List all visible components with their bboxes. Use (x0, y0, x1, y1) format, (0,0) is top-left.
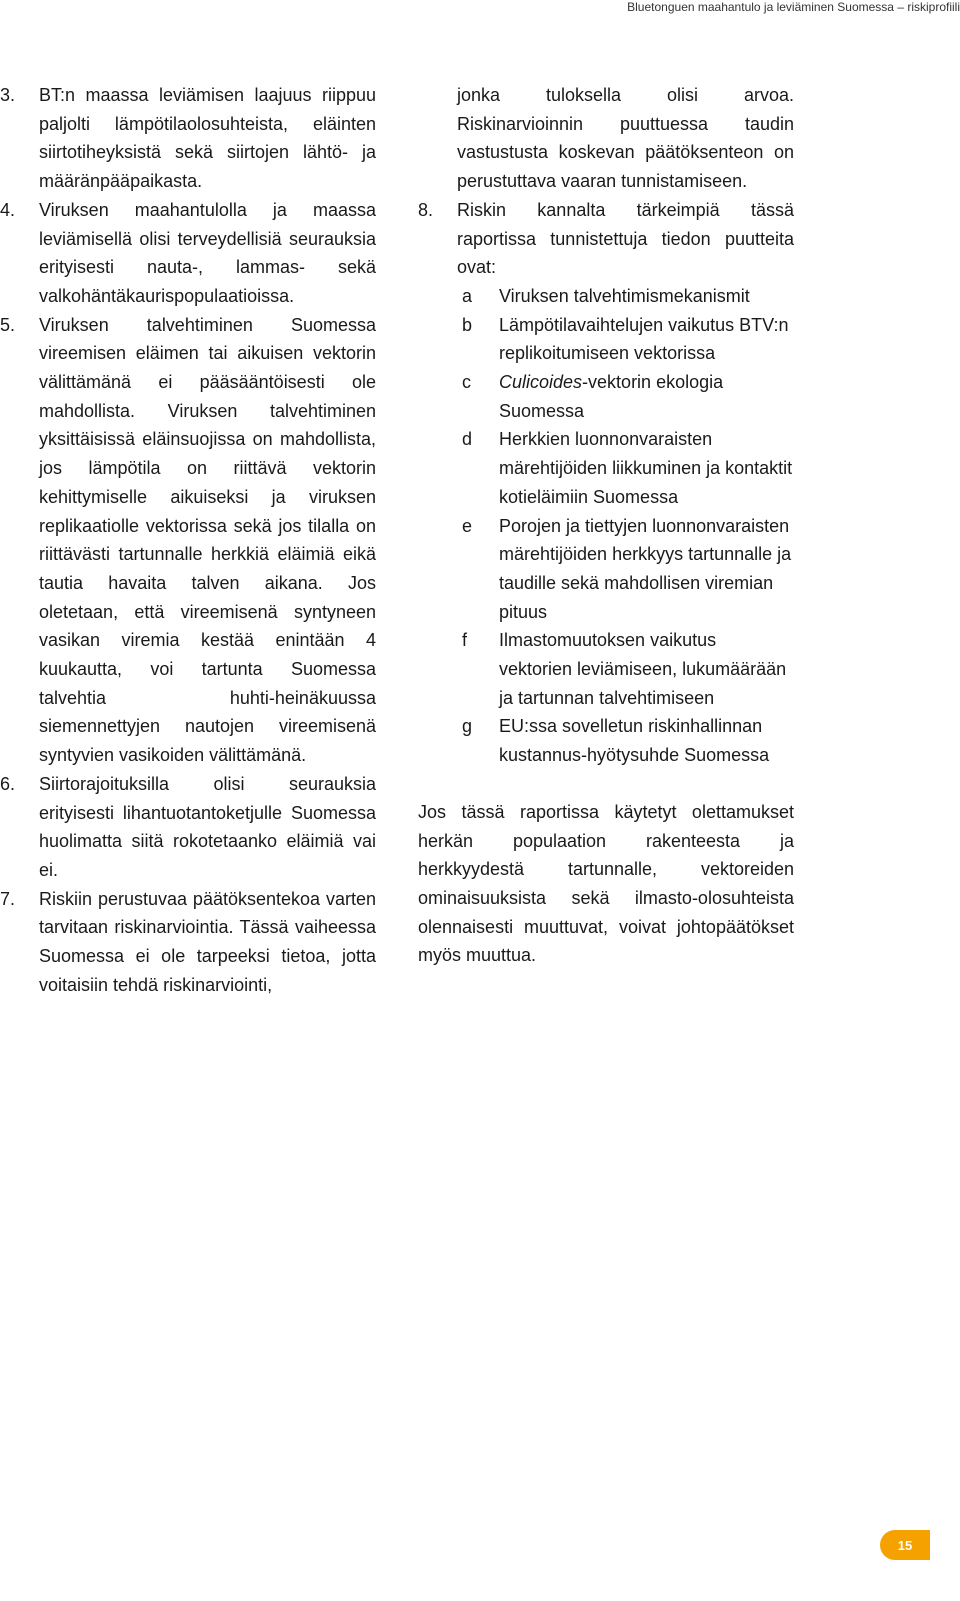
sub-list-item (418, 712, 794, 769)
item-number: 4. (0, 199, 16, 220)
sub-item-letter: b (462, 314, 473, 335)
sub-item-text: Porojen ja tiettyjen luonnonvaraisten märehtijöiden herkkyys tartunnalle ja taudille sekä mahdollisen viremian pituus (499, 515, 792, 622)
list-item (418, 196, 794, 282)
sub-list-item (418, 512, 794, 627)
left-column (0, 81, 376, 1000)
item-number: 5. (0, 314, 16, 335)
item-text: Viruksen talvehtiminen Suomessa vireemisen eläimen tai aikuisen vektorin välittämänä ei pääsääntöisesti ole mahdollista. Viruksen talvehtiminen yksittäisissä eläinsuojissa on mahdollista, jos lämpötila on riittävä vektorin kehittymiselle aikuiseksi ja viruksen replikaatiolle vektorissa sekä jos tilalla on riittävästi tartunnalle herkkiä eläimiä eikä tautia havaita talven aikana. Jos oletetaan, että vireemisenä syntyneen vasikan viremia kestää enintään 4 kuukautta, voi tartunta Suomessa talvehtia huhti-heinäkuussa siemennettyjen nautojen vireemisenä syntyvien vasikoiden välittämänä. (39, 314, 376, 766)
list-item-continuation (418, 81, 794, 196)
sub-item-letter: f (462, 630, 468, 651)
item-text: jonka tuloksella olisi arvoa. Riskinarvioinnin puuttuessa taudin vastustusta koskevan päätöksenteon on perustuttava vaaran tunnistamiseen. (457, 85, 794, 192)
sub-item-text: EU:ssa sovelletun riskinhallinnan kustannus-hyötysuhde Suomessa (499, 716, 770, 766)
sub-list-item (418, 368, 794, 425)
item-text: Riskiin perustuvaa päätöksentekoa varten tarvitaan riskinarviointia. Tässä vaiheessa Suomessa ei ole tarpeeksi tietoa, jotta voitaisiin tehdä riskinarviointi, (39, 888, 376, 995)
sub-list (418, 282, 794, 770)
sub-item-letter: e (462, 515, 473, 536)
sub-list-item (418, 311, 794, 368)
item-text: Viruksen maahantulolla ja maassa leviämisellä olisi terveydellisiä seurauksia erityisesti nauta-, lammas- sekä valkohäntäkaurispopulaatioissa. (39, 199, 376, 306)
sub-item-letter: a (462, 285, 473, 306)
sub-item-text: Herkkien luonnonvaraisten märehtijöiden liikkuminen ja kontaktit kotieläimiin Suomessa (499, 429, 793, 507)
item-text: Riskin kannalta tärkeimpiä tässä raportissa tunnistettuja tiedon puutteita ovat: (457, 199, 794, 278)
sub-item-text: Ilmastomuutoksen vaikutus vektorien leviämiseen, lukumäärään ja tartunnan talvehtimiseen (499, 630, 787, 708)
list-item (0, 311, 376, 770)
sub-list-item (418, 282, 794, 311)
sub-list-item (418, 425, 794, 511)
sub-item-text: Viruksen talvehtimismekanismit (499, 285, 750, 306)
running-header: Bluetonguen maahantulo ja leviäminen Suomessa – riskiprofiili (627, 0, 960, 14)
list-item (0, 770, 376, 885)
item-number: 7. (0, 888, 16, 909)
sub-item-letter: c (462, 372, 471, 393)
closing-paragraph: Jos tässä raportissa käytetyt olettamukset herkän populaation rakenteesta ja herkkyydestä tartunnalle, vektoreiden ominaisuuksista sekä ilmasto-olosuhteista olennaisesti muuttuvat, voivat johtopäätökset myös muuttua. (418, 801, 794, 966)
page-number-badge (880, 1530, 930, 1560)
sub-item-letter: d (462, 429, 473, 450)
list-item (0, 81, 376, 196)
item-number: 3. (0, 85, 16, 105)
item-text: BT:n maassa leviämisen laajuus riippuu paljolti lämpötilaolosuhteista, eläinten siirtotiheyksistä sekä siirtojen lähtö- ja määränpääpaikasta. (39, 85, 376, 192)
page-number: 15 (897, 1537, 913, 1553)
sub-item-text: -vektorin ekologia Suomessa (499, 372, 724, 421)
item-number: 6. (0, 773, 16, 794)
sub-list-item (418, 626, 794, 712)
right-column (418, 81, 794, 988)
sub-item-letter: g (462, 716, 473, 737)
list-item (0, 196, 376, 311)
sub-item-italic: Culicoides (499, 372, 583, 393)
sub-item-text: Lämpötilavaihtelujen vaikutus BTV:n replikoitumiseen vektorissa (499, 314, 789, 364)
item-number: 8. (418, 199, 434, 220)
item-text: Siirtorajoituksilla olisi seurauksia erityisesti lihantuotantoketjulle Suomessa huolimatta siitä rokotetaanko eläimiä vai ei. (39, 773, 376, 880)
list-item (0, 885, 376, 1000)
